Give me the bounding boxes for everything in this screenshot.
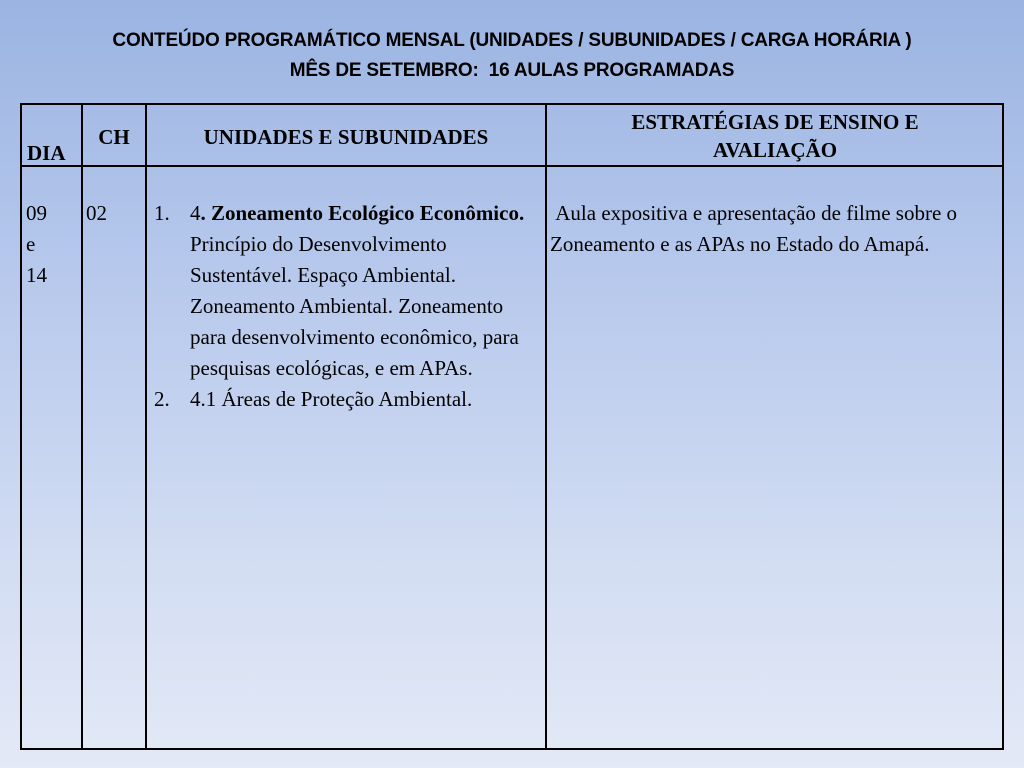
header-dia: DIA xyxy=(27,141,66,165)
list-item xyxy=(148,198,538,384)
header-unidades: UNIDADES E SUBUNIDADES xyxy=(203,125,489,149)
dia-day-2: 14 xyxy=(26,263,47,287)
item-text: 4.1 Áreas de Proteção Ambiental. xyxy=(190,387,473,411)
header-estrategias: ESTRATÉGIAS DE ENSINO E AVALIAÇÃO xyxy=(631,110,919,162)
list-item xyxy=(148,384,538,415)
item-bold-title: . Zoneamento Ecológico Econômico. xyxy=(200,201,525,225)
item-prefix: 4 xyxy=(190,201,201,225)
program-table xyxy=(20,103,1004,750)
item-text: Princípio do Desenvolvimento Sustentável. Espaço Ambiental. Zoneamento Ambiental. Zoneamento para desenvolvimento econômico, para pesquisas ecológicas, e em APAs. xyxy=(190,232,519,380)
table-border-left xyxy=(20,103,22,750)
column-divider-ch-unidades xyxy=(145,103,147,750)
units-list xyxy=(148,198,538,415)
table-border-top xyxy=(20,103,1004,105)
slide-title xyxy=(0,26,1024,86)
column-divider-dia-ch xyxy=(81,103,83,750)
list-item-number: 2. xyxy=(154,387,170,411)
cell-estrategias: Aula expositiva e apresentação de filme sobre o Zoneamento e as APAs no Estado do Amapá. xyxy=(550,201,963,256)
dia-day-1: 09 xyxy=(26,201,47,225)
table-border-bottom xyxy=(20,748,1004,750)
table-header-divider xyxy=(20,165,1004,167)
cell-dia xyxy=(26,198,80,291)
cell-ch: 02 xyxy=(86,201,107,225)
title-line-1: CONTEÚDO PROGRAMÁTICO MENSAL (UNIDADES / SUBUNIDADES / CARGA HORÁRIA ) xyxy=(112,30,912,51)
header-ch: CH xyxy=(98,125,130,149)
title-line-2: MÊS DE SETEMBRO: 16 AULAS PROGRAMADAS xyxy=(289,60,735,81)
dia-conjunction: e xyxy=(26,232,36,256)
column-divider-unidades-estrategias xyxy=(545,103,547,750)
cell-unidades xyxy=(148,198,538,415)
list-item-number: 1. xyxy=(154,201,170,225)
table-border-right xyxy=(1002,103,1004,750)
